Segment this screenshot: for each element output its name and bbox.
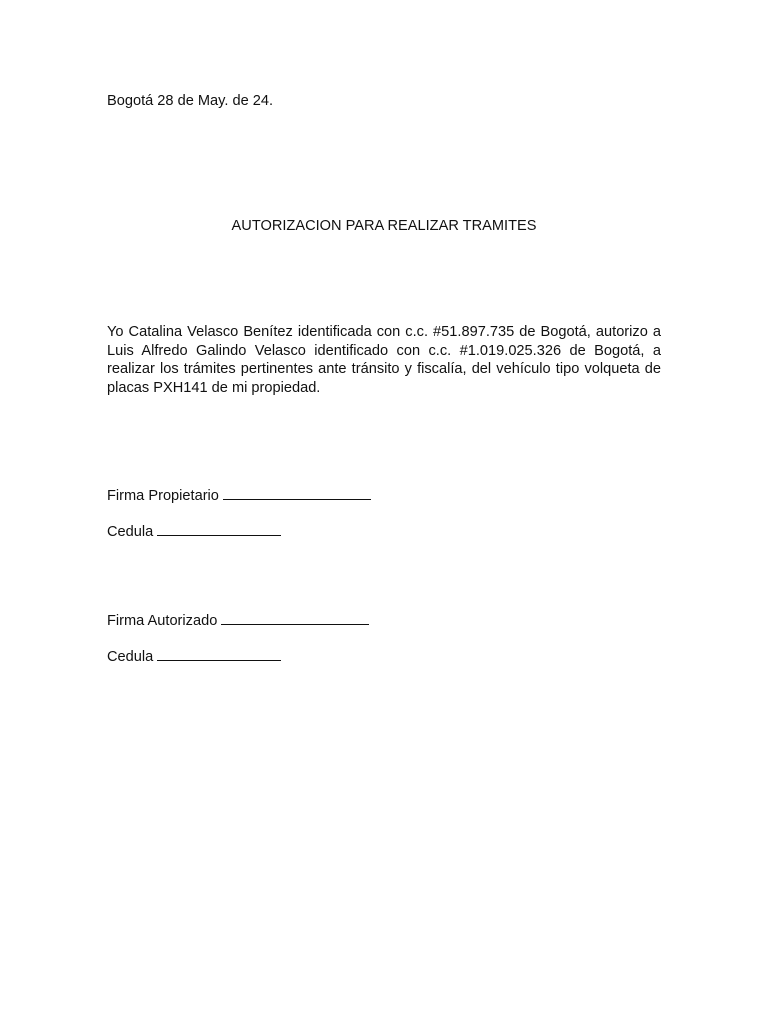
document-title: AUTORIZACION PARA REALIZAR TRAMITES: [231, 218, 537, 234]
owner-id-line: [107, 521, 281, 541]
owner-signature-line: [107, 485, 371, 505]
owner-id-label: Cedula: [107, 524, 154, 540]
authorized-id-blank: [157, 646, 281, 661]
authorized-signature-blank: [221, 610, 369, 625]
authorized-id-label: Cedula: [107, 649, 154, 665]
owner-signature-label: Firma Propietario: [107, 488, 219, 504]
authorized-signature-label: Firma Autorizado: [107, 613, 218, 629]
date-line: Bogotá 28 de May. de 24.: [107, 93, 274, 109]
authorization-paragraph: Yo Catalina Velasco Benítez identificada con c.c. #51.897.735 de Bogotá, autorizo a Luis Alfredo Galindo Velasco identificado con c.c. #1.019.025.326 de Bogotá, a realizar los trámites pertinentes ante tránsito y fiscalía, del vehículo tipo volqueta de placas PXH141 de mi propiedad.: [107, 324, 661, 396]
authorized-id-line: [107, 646, 281, 666]
authorized-signature-line: [107, 610, 369, 630]
owner-signature-blank: [223, 485, 371, 500]
owner-id-blank: [157, 521, 281, 536]
